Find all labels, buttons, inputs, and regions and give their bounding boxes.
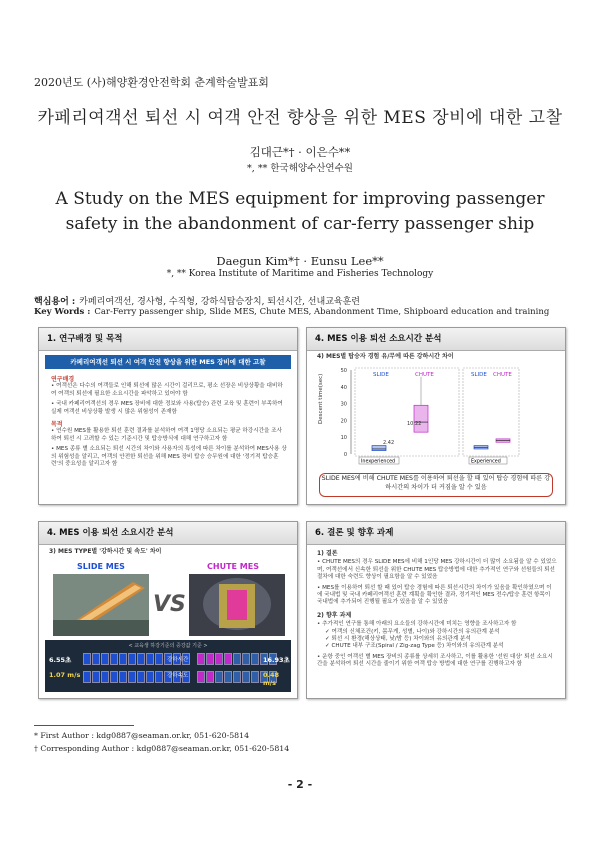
conference-name: 2020년도 (사)해양환경안전학회 춘계학술발표회 <box>34 76 269 89</box>
slide-heading: 4. MES 이용 퇴선 소요시간 분석 <box>307 328 565 351</box>
conclusion-title: 1) 결론 <box>317 550 338 557</box>
slide-mes-photo <box>53 574 149 636</box>
authors-english: Daegun Kim*† · Eunsu Lee** <box>216 254 384 268</box>
affiliation-english: *, ** Korea Institute of Maritime and Fisheries Technology <box>166 269 434 279</box>
chute-mes-photo <box>189 574 285 636</box>
bar-block <box>215 653 223 665</box>
y-tick-label: 40 <box>340 384 347 391</box>
bar-block <box>197 671 205 683</box>
y-axis <box>341 368 351 458</box>
slide-descent-speed: 1.07 m/s <box>49 671 81 679</box>
future-item-3: ✓ 퇴선 시 환경(해상상태, 낮/밤 등) 차이와의 유의관계 분석 <box>325 636 471 643</box>
slide-research-background <box>38 327 298 505</box>
keywords-korean <box>34 294 360 307</box>
chute-descent-speed: 0.48 m/s <box>263 671 280 687</box>
conclusion-item-2: • MES를 이용하여 퇴선 할 때 있어 탑승 경험에 따른 퇴선시간의 차이가 있음을 확인하였으며 이에 국내법 및 국내 카페리여객선 훈련 계획을 확인한 결과, 정기적인 MES 전수/탑승 훈련 항목이 국내법에 추가되어 진행될 필요가 있음을 알 수 있었음 <box>317 584 552 606</box>
bar-block <box>110 653 118 665</box>
future-item-2: ✓ 여객의 신체조건(키, 몸무게, 성별, 나이)와 강하시간의 유의관계 분석 <box>325 628 500 635</box>
bar-block <box>146 671 154 683</box>
keywords-english-text: Car-Ferry passenger ship, Slide MES, Chute MES, Abandonment Time, Shipboard education and training <box>94 307 550 317</box>
keywords-english <box>34 307 549 317</box>
affiliation-korean: *, ** 한국해양수산연수원 <box>247 163 353 174</box>
y-tick-label: 10 <box>340 435 347 442</box>
xlabel-experienced: Experienced <box>471 459 501 465</box>
background-item-1: • 여객선은 다수의 여객들로 인해 퇴선에 많은 시간이 걸리므로, 평소 선장은 비상상황을 대비하여 여객의 퇴선에 필요한 소요시간을 파악하고 있어야 함 <box>51 383 283 397</box>
footnote-corresponding-author: † Corresponding Author : kdg0887@seaman.or.kr, 051-620-5814 <box>34 744 290 753</box>
keywords-korean-label: 핵심용어 : <box>34 297 76 307</box>
bar-block <box>206 653 214 665</box>
y-tick-label: 0 <box>343 452 347 458</box>
slide-subtitle: 3) MES TYPE별 '강하시간 및 속도' 차이 <box>49 548 162 555</box>
label-chute-mes: CHUTE MES <box>207 562 259 571</box>
aim-title: 목적 <box>51 421 63 429</box>
slide-heading: 4. MES 이용 퇴선 소요시간 분석 <box>39 522 297 545</box>
bar-block <box>197 653 205 665</box>
chart-subtitle: 4) MES별 탑승자 경험 유/무에 따른 강하시간 차이 <box>317 353 454 360</box>
bar-block <box>251 671 259 683</box>
background-title: 연구배경 <box>51 376 75 383</box>
slide-descent-time: 6.55초 <box>49 656 72 664</box>
series-label-slide-2: SLIDE <box>471 372 487 378</box>
page-number: - 2 - <box>287 778 313 791</box>
bar-block <box>128 653 136 665</box>
bar-block <box>206 671 214 683</box>
chute-descent-time: 16.93초 <box>263 656 290 664</box>
title-english: A Study on the MES equipment for improving passenger safety in the abandonment of car-ferry passenger ship <box>55 189 545 234</box>
slide-title-bar: 카페리여객선 퇴선 시 여객 안전 향상을 위한 MES 장비에 대한 고찰 <box>45 355 291 369</box>
bar-block <box>137 653 145 665</box>
bar-block <box>233 671 241 683</box>
bar-block <box>242 653 250 665</box>
title-korean: 카페리여객선 퇴선 시 여객 안전 향상을 위한 MES 장비에 대한 고찰 <box>37 108 563 128</box>
box-plot-chart <box>313 362 523 466</box>
y-tick-label: 50 <box>340 368 347 374</box>
chart-ylabel: Descent time(sec) <box>318 373 324 424</box>
conclusion-text: SLIDE MES에 비해 CHUTE MES를 이용하여 퇴선을 할 때 있어 탑승 경험에 따른 강하시간의 차이가 더 커짐을 알 수 있음 <box>321 475 551 491</box>
xlabel-inexperienced: Inexperienced <box>361 459 396 465</box>
bar-block <box>224 671 232 683</box>
slide-mes-type-comparison <box>38 521 298 699</box>
label-descent-speed: 강하속도 <box>167 673 189 679</box>
background-item-2: • 국내 카페리여객선의 경우 MES 장비에 대한 정보와 사용(탑승) 관련 교육 및 훈련이 부족하여 실제 여객선 비상상황 발생 시 많은 위험성이 존재함 <box>51 401 283 415</box>
bar-block <box>215 671 223 683</box>
bar-block <box>242 671 250 683</box>
bar-block <box>146 653 154 665</box>
bar-block <box>155 671 163 683</box>
group-box-inexperienced <box>355 368 459 456</box>
footnote-divider <box>34 725 134 726</box>
slide-descent-time-experience <box>306 327 566 505</box>
bar-block <box>224 653 232 665</box>
bar-block <box>110 671 118 683</box>
bar-block <box>101 671 109 683</box>
future-item-4: ✓ CHUTE 내부 구조(Spiral / Zig-zag Type 등) 차이와의 유의관계 분석 <box>325 643 504 650</box>
slide-conclusion <box>306 521 566 699</box>
keywords-english-label: Key Words : <box>34 307 91 317</box>
keywords-korean-text: 카페리여객선, 경사형, 수직형, 강하식탑승장치, 퇴선시간, 선내교육훈련 <box>79 297 360 307</box>
bar-block <box>137 671 145 683</box>
box-slide-inexperienced <box>372 446 386 451</box>
slide-heading: 6. 결론 및 향후 과제 <box>307 522 565 545</box>
bar-block <box>119 653 127 665</box>
future-item-5: • 운항 중인 여객선 별 MES 장비의 종류를 상세히 조사하고, 이를 활용한 '선원 대상' 퇴선 소요시간을 분석하여 퇴선 시간을 줄이기 위한 여객 탑승 방법에 대한 연구를 진행하고자 함 <box>317 653 553 668</box>
conclusion-item-1: • CHUTE MES의 경우 SLIDE MES에 비해 1인당 MES 강하시간이 더 많이 소요됨을 알 수 있었으며, 여객선에서 신속한 퇴선을 위한 CHUTE MES 탑승방법에 대한 추가적인 연구와 선원들의 퇴선 절차에 대한 숙련도 향상이 필요함을 알 수 있었음 <box>317 559 557 581</box>
label-descent-time: 강하시간 <box>167 657 189 663</box>
bar-block <box>155 653 163 665</box>
bar-block <box>92 653 100 665</box>
label-slide-mes: SLIDE MES <box>77 562 125 571</box>
annotation-value-2: 2.42 <box>383 440 395 446</box>
footnote-first-author: * First Author : kdg0887@seaman.or.kr, 051-620-5814 <box>34 731 250 740</box>
comparison-panel <box>45 640 291 692</box>
vs-label: VS <box>153 592 186 617</box>
bar-block <box>83 653 91 665</box>
future-item-1: • 추가적인 연구를 통해 아래의 요소들의 강하시간에 미치는 영향을 조사하고자 함 <box>317 621 517 628</box>
bar-block <box>233 653 241 665</box>
series-label-slide: SLIDE <box>373 372 389 378</box>
slide-heading: 1. 연구배경 및 목적 <box>39 328 297 351</box>
bar-block <box>101 653 109 665</box>
aim-item-1: • 연수원 MES를 활용한 퇴선 훈련 결과를 분석하여 여객 1명당 소요되는 평균 하강시간을 조사하여 퇴선 시 고려할 수 있는 기준시간 및 탑승방식에 대해 연구하고자 함 <box>51 428 283 442</box>
future-title: 2) 향후 과제 <box>317 611 352 619</box>
group-box-experienced <box>463 368 519 456</box>
box-chute-inexperienced <box>414 405 428 432</box>
conclusion-box <box>319 473 553 497</box>
aim-item-2: • MES 종류 별 소요되는 퇴선 시간의 차이와 사용자의 특성에 따른 차이를 분석하여 MES사용 상의 위험성을 알리고, 여객의 안전한 퇴선을 위해 MES 장비 탑승 승무원에 대한 '정기적 탑승훈련'의 중요성을 알리고자 함 <box>51 446 287 468</box>
y-tick-label: 20 <box>340 418 347 425</box>
bar-block <box>128 671 136 683</box>
series-label-chute: CHUTE <box>415 372 434 378</box>
bar-block <box>83 671 91 683</box>
series-label-chute-2: CHUTE <box>493 372 512 378</box>
y-tick-label: 30 <box>340 401 347 408</box>
slide-body <box>51 376 287 468</box>
authors-korean: 김대근*† · 이은수** <box>249 145 351 159</box>
annotation-value-1: 10.22 <box>407 421 422 427</box>
bar-block <box>92 671 100 683</box>
bar-block <box>251 653 259 665</box>
comparison-legend: < 교육생 하강기준의 증강값 기준 > <box>128 643 208 649</box>
slide-body <box>317 550 557 669</box>
bar-block <box>119 671 127 683</box>
